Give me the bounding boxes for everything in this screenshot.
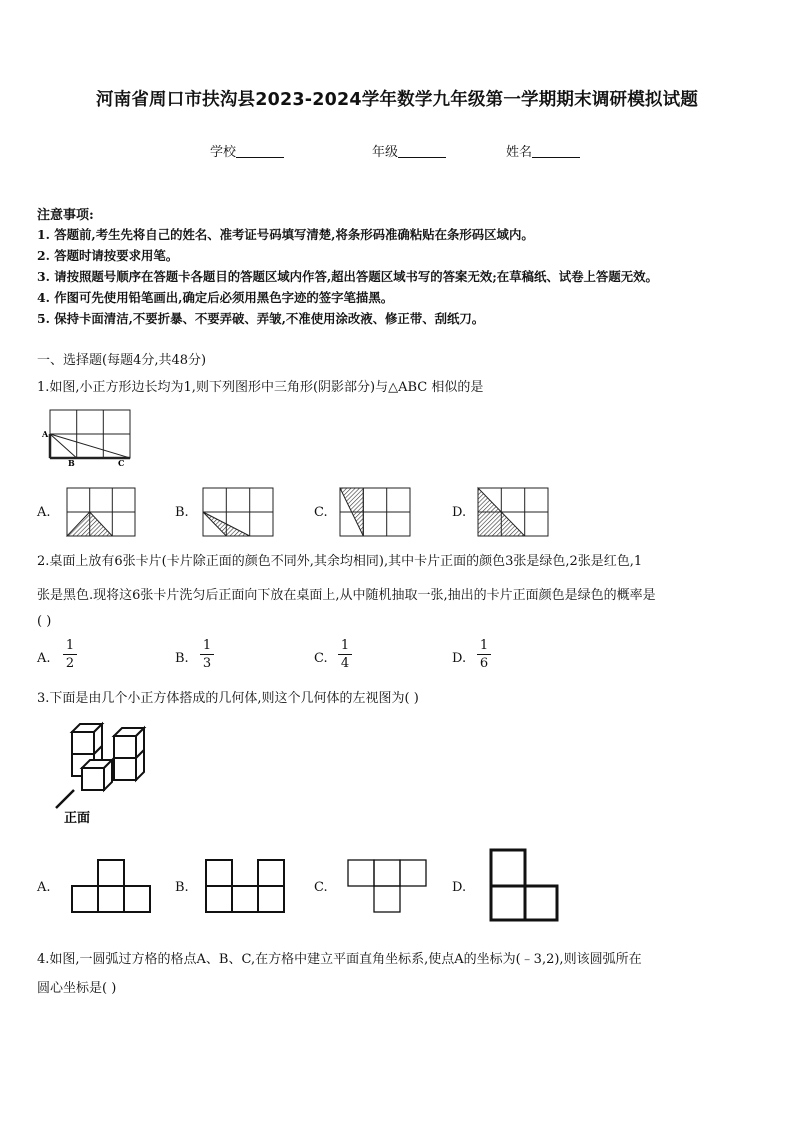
q1-option-b-label: B. [175,505,189,520]
page-title: 河南省周口市扶沟县2023-2024学年数学九年级第一学期期末调研模拟试题 [95,90,699,110]
q3-option-b-figure [204,858,288,914]
q1-option-d-figure [477,487,549,539]
q1-figure-abc [40,408,140,468]
denominator: 3 [202,656,212,671]
question-3-text: 3.下面是由几个小正方体搭成的几何体,则这个几何体的左视图为( ) [37,691,419,706]
notes-heading: 注意事项: [37,208,94,223]
q2-option-a-label: A. [37,651,51,666]
q1-option-c-figure [339,487,411,539]
note-item: 4. 作图可先使用铅笔画出,确定后必须用黑色字迹的签字笔描黑。 [37,290,394,305]
note-item: 5. 保持卡面清洁,不要折暴、不要弄破、弄皱,不准使用涂改液、修正带、刮纸刀。 [37,311,485,326]
note-item: 3. 请按照题号顺序在答题卡各题目的答题区域内作答,超出答题区域书写的答案无效;在草稿纸、试卷上答题无效。 [37,269,658,284]
question-2-paren: ( ) [37,614,52,629]
denominator: 4 [340,656,350,671]
school-label: 学校 [210,145,237,160]
question-1-text: 1.如图,小正方形边长均为1,则下列图形中三角形(阴影部分)与△ABC 相似的是 [37,380,484,395]
front-label: 正面 [64,811,91,826]
q1-option-a-label: A. [37,505,51,520]
q1-option-b-figure [202,487,274,539]
q3-option-d-label: D. [452,880,467,895]
point-b-label: B [68,458,75,468]
q3-solid-figure [50,722,160,832]
q1-option-c-label: C. [314,505,328,520]
q1-option-d-label: D. [452,505,467,520]
name-blank [532,144,580,158]
point-a-label: A [42,429,49,439]
question-4-line1: 4.如图,一圆弧过方格的格点A、B、C,在方格中建立平面直角坐标系,使点A的坐标为(﹣3,2),则该圆弧所在 [37,952,642,967]
q3-option-b-label: B. [175,880,189,895]
grade-label: 年级 [372,145,399,160]
denominator: 2 [65,656,75,671]
q2-option-d-fraction [477,638,491,671]
denominator: 6 [479,656,489,671]
question-4-line2: 圆心坐标是( ) [37,981,117,996]
question-2-line2: 张是黑色.现将这6张卡片洗匀后正面向下放在桌面上,从中随机抽取一张,抽出的卡片正面颜色是绿色的概率是 [37,588,656,603]
name-label: 姓名 [506,145,533,160]
numerator: 1 [65,638,75,653]
q2-option-a-fraction [63,638,77,671]
question-2-line1: 2.桌面上放有6张卡片(卡片除正面的颜色不同外,其余均相同),其中卡片正面的颜色3张是绿色,2张是红色,1 [37,554,643,569]
q1-option-a-figure [66,487,136,539]
note-item: 2. 答题时请按要求用笔。 [37,248,179,263]
q2-option-b-label: B. [175,651,189,666]
numerator: 1 [202,638,212,653]
school-blank [236,144,284,158]
school-field [210,141,284,160]
q3-option-c-figure [346,858,430,914]
grade-blank [398,144,446,158]
point-c-label: C [118,458,125,468]
q3-option-c-label: C. [314,880,328,895]
q3-option-a-figure [70,858,154,914]
numerator: 1 [479,638,489,653]
q2-option-c-label: C. [314,651,328,666]
q2-option-d-label: D. [452,651,467,666]
q3-option-d-figure [489,848,561,922]
q2-option-c-fraction [338,638,352,671]
section-heading: 一、选择题(每题4分,共48分) [37,353,207,368]
q3-option-a-label: A. [37,880,51,895]
name-field [506,141,580,160]
grade-field [372,141,446,160]
numerator: 1 [340,638,350,653]
front-arrow-line [56,790,74,808]
note-item: 1. 答题前,考生先将自己的姓名、准考证号码填写清楚,将条形码准确粘贴在条形码区域内。 [37,227,534,242]
q2-option-b-fraction [200,638,214,671]
